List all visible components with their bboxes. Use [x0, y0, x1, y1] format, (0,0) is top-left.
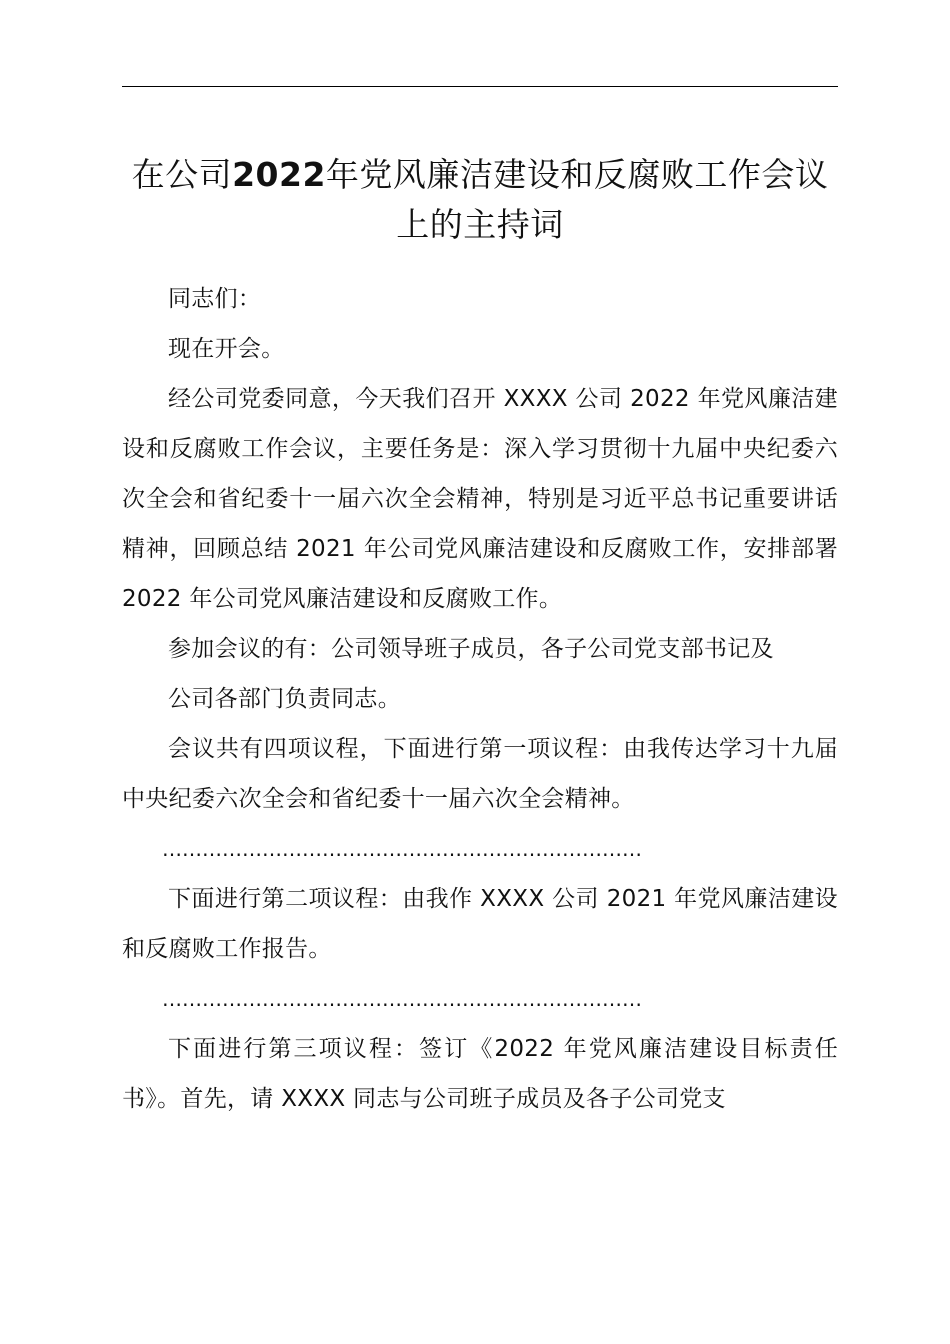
ellipsis-divider-1: ………………………………………………………………: [162, 837, 642, 861]
paragraph-agenda-1: 会议共有四项议程，下面进行第一项议程：由我传达学习十九届中央纪委六次全会和省纪委十一届六次全会精神。: [122, 736, 838, 812]
paragraph-attendees-cont: 公司各部门负责同志。: [168, 686, 401, 712]
ellipsis-divider-2: ………………………………………………………………: [162, 987, 642, 1011]
document-body: [122, 274, 838, 1124]
salutation: 同志们：: [168, 286, 262, 312]
header-rule: [122, 86, 838, 87]
title-year: 2022: [232, 155, 326, 194]
title-part-2: 年党风廉洁建设和反腐败工作会议上的主持词: [325, 155, 829, 244]
paragraph-agenda-3: 下面进行第三项议程：签订《2022 年党风廉洁建设目标责任书》。首先，请 XXXX 同志与公司班子成员及各子公司党支: [122, 1036, 838, 1112]
paragraph-agenda-2: 下面进行第二项议程：由我作 XXXX 公司 2021 年党风廉洁建设和反腐败工作报告。: [122, 886, 838, 962]
paragraph-opening: 现在开会。: [168, 336, 285, 362]
paragraph-attendees: 参加会议的有：公司领导班子成员，各子公司党支部书记及: [168, 636, 774, 662]
title-part-1: 在公司: [131, 155, 233, 194]
paragraph-purpose: 经公司党委同意，今天我们召开 XXXX 公司 2022 年党风廉洁建设和反腐败工作会议，主要任务是：深入学习贯彻十九届中央纪委六次全会和省纪委十一届六次全会精神，特别是习近平总书记重要讲话精神，回顾总结 2021 年公司党风廉洁建设和反腐败工作，安排部署 2022 年公司党风廉洁建设和反腐败工作。: [122, 386, 838, 612]
document-title: [118, 150, 842, 250]
